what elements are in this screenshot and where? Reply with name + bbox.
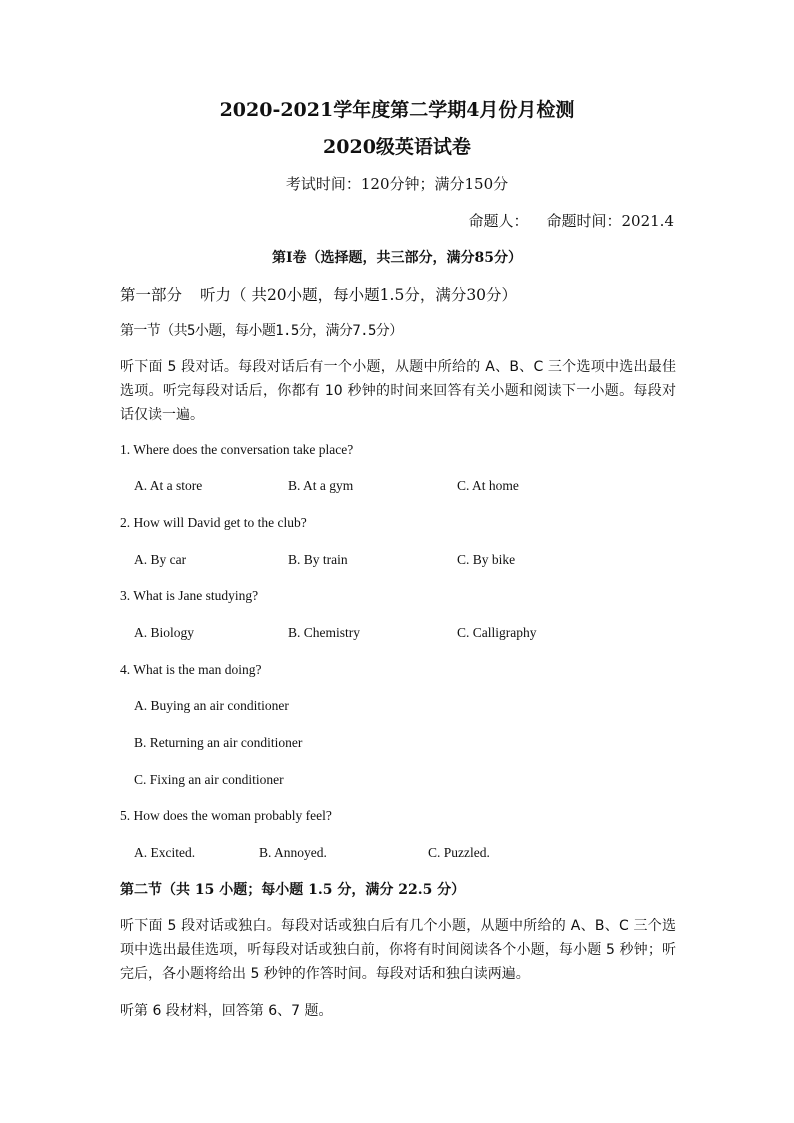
part1-heading bbox=[120, 283, 517, 305]
question-3-option-a: A. Biology bbox=[134, 625, 195, 640]
section1-instructions: 听下面 5 段对话。每段对话后有一个小题，从题中所给的 A、B、C 三个选项中选出最佳选项。听完每段对话后，你都有 10 秒钟的时间来回答有关小题和阅读下一小题。每段对话仅读一遍。 bbox=[120, 359, 676, 423]
question-1-option-a: A. At a store bbox=[134, 478, 203, 493]
question-1-stem: 1. Where does the conversation take place? bbox=[120, 442, 354, 457]
material-6-instruction: 听第 6 段材料，回答第 6、7 题。 bbox=[120, 1003, 333, 1019]
part1-name: 第一部分 bbox=[120, 286, 183, 304]
question-5-option-a: A. Excited. bbox=[134, 845, 196, 860]
author-label: 命题人： bbox=[468, 212, 529, 230]
exam-title: 2020-2021学年度第二学期4月份月检测 bbox=[219, 99, 575, 121]
question-2-option-a: A. By car bbox=[134, 552, 187, 567]
volume1-heading: 第Ⅰ卷（选择题，共三部分，满分85分） bbox=[271, 250, 523, 266]
section2-instructions: 听下面 5 段对话或独白。每段对话或独白后有几个小题，从题中所给的 A、B、C 三个选项中选出最佳选项，听每段对话或独白前，你将有时间阅读各个小题，每小题 5 秒钟；听完后，各小题将给出 5 秒钟的作答时间。每段对话和独白读两遍。 bbox=[120, 918, 676, 982]
question-2-option-c: C. By bike bbox=[457, 552, 516, 567]
exam-time-score: 考试时间：120分钟；满分150分 bbox=[285, 175, 509, 193]
section2-heading: 第二节（共 15 小题；每小题 1.5 分，满分 22.5 分） bbox=[120, 882, 466, 898]
question-2-stem: 2. How will David get to the club? bbox=[120, 515, 307, 530]
question-1-option-c: C. At home bbox=[457, 478, 519, 493]
question-3-option-b: B. Chemistry bbox=[288, 625, 361, 640]
question-3-option-c: C. Calligraphy bbox=[457, 625, 537, 640]
question-5-option-b: B. Annoyed. bbox=[259, 845, 327, 860]
part1-title: 听力（ 共20小题，每小题1.5分，满分30分） bbox=[200, 286, 518, 304]
question-2-option-b: B. By train bbox=[288, 552, 348, 567]
question-4-option-c: C. Fixing an air conditioner bbox=[134, 772, 284, 787]
question-5-option-c: C. Puzzled. bbox=[428, 845, 490, 860]
question-4-option-b: B. Returning an air conditioner bbox=[134, 735, 303, 750]
question-5-stem: 5. How does the woman probably feel? bbox=[120, 808, 332, 823]
date-label: 命题时间：2021.4 bbox=[546, 212, 674, 230]
section1-heading: 第一节（共5小题，每小题1.5分，满分7.5分） bbox=[120, 323, 403, 339]
question-3-stem: 3. What is Jane studying? bbox=[120, 588, 259, 603]
question-4-stem: 4. What is the man doing? bbox=[120, 662, 262, 677]
exam-subtitle: 2020级英语试卷 bbox=[323, 136, 471, 158]
exam-author-date bbox=[468, 210, 674, 231]
question-4-option-a: A. Buying an air conditioner bbox=[134, 698, 289, 713]
question-1-option-b: B. At a gym bbox=[288, 478, 354, 493]
